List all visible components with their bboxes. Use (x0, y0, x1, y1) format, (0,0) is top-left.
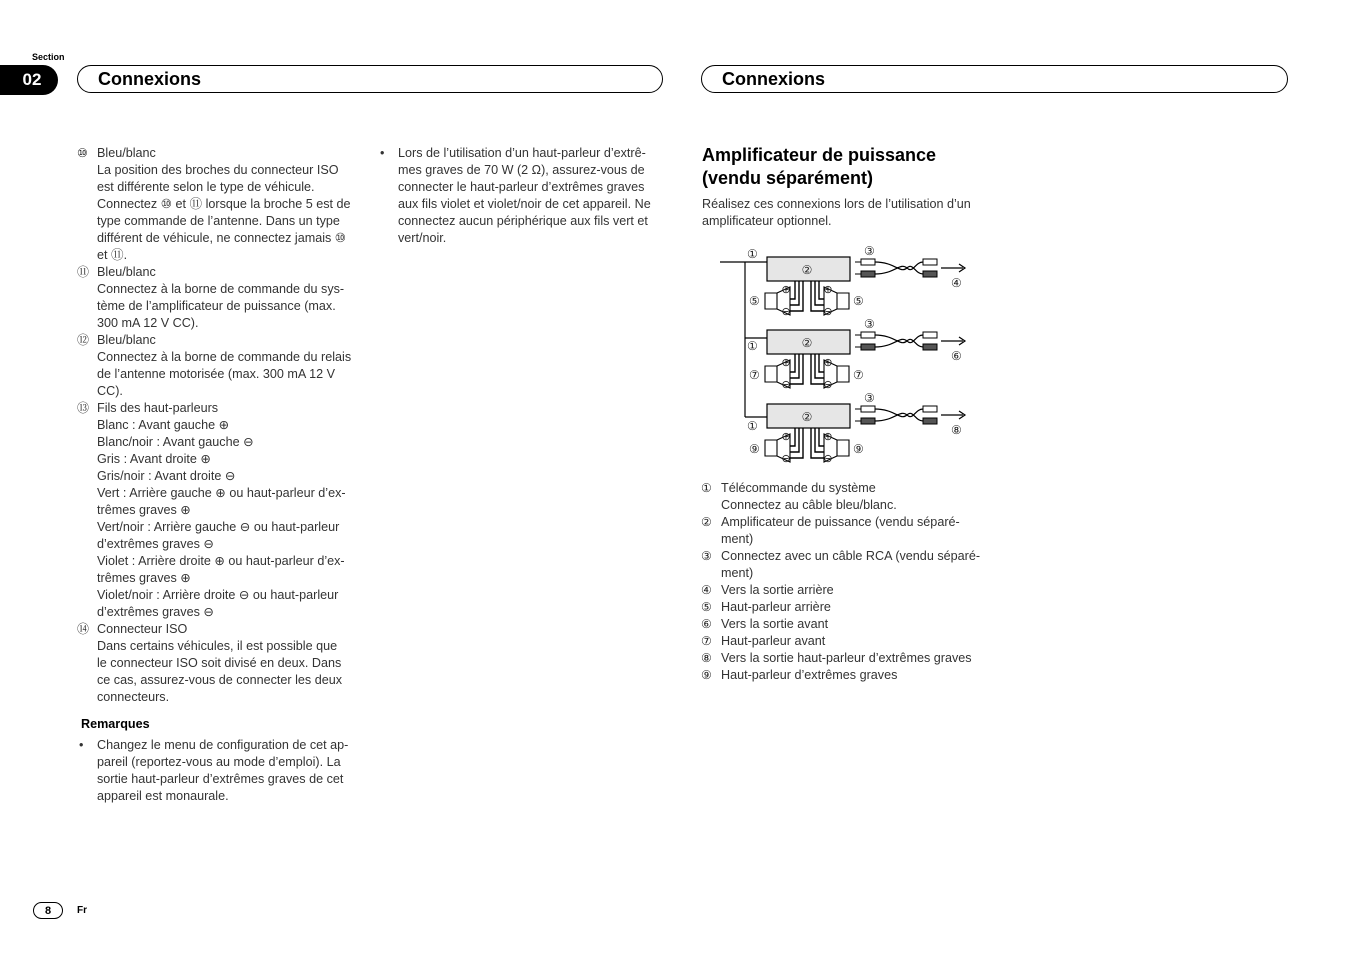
text-line: Bleu/blanc (97, 146, 156, 160)
legend-item-marker: ⑧ (701, 651, 712, 665)
label-n3: ③ (864, 391, 875, 405)
rca-cable (875, 335, 923, 347)
speaker-wires-left (790, 354, 803, 384)
right-page-title: Connexions (701, 65, 1288, 93)
legend-item-marker: ④ (701, 583, 712, 597)
rca-plug-icon (861, 418, 875, 424)
rca-plug-icon (861, 344, 875, 350)
page-number: 8 (33, 902, 63, 919)
plus-sign: ⊕ (823, 431, 833, 443)
text-line: mes graves de 70 W (2 Ω), assurez-vous de (398, 163, 645, 177)
legend-item-marker: ⑥ (701, 617, 712, 631)
text-line: type commande de l’antenne. Dans un type (97, 214, 340, 228)
text-line: 300 mA 12 V CC). (97, 316, 199, 330)
left-page-title: Connexions (77, 65, 663, 93)
text-line: Bleu/blanc (97, 333, 156, 347)
label-n7: ⑦ (853, 368, 864, 382)
text-line: Connectez à la borne de commande du sys- (97, 282, 345, 296)
legend-item-marker: ⑦ (701, 634, 712, 648)
rca-plug-icon (923, 332, 937, 338)
text-line: différent de véhicule, ne connectez jamais ⑩ (97, 231, 347, 245)
intro-line: Réalisez ces connexions lors de l’utilisation d’un (702, 197, 971, 211)
rca-plug-icon (861, 271, 875, 277)
legend-item-text (721, 667, 1001, 684)
text-line: Haut-parleur d’extrêmes graves (721, 668, 898, 682)
text-line: appareil est monaurale. (97, 789, 229, 803)
minus-sign: ⊖ (823, 453, 833, 465)
text-line: Télécommande du système (721, 481, 876, 495)
legend-item-marker: ⑨ (701, 668, 712, 682)
text-line: est différente selon le type de véhicule. (97, 180, 315, 194)
legend-item-text (721, 514, 1001, 548)
legend-item-text (721, 599, 1001, 616)
legend-item-text (721, 616, 1001, 633)
amplifier-heading-line: Amplificateur de puissance (702, 145, 937, 165)
amplifier-block-subwoofer (765, 404, 965, 465)
amplifier-block-rear (765, 257, 965, 318)
amplifier-heading-line: (vendu séparément) (702, 168, 874, 188)
text-line: Vers la sortie avant (721, 617, 829, 631)
text-line: Connectez avec un câble RCA (vendu séparé- (721, 549, 981, 563)
text-line: d’extrêmes graves ⊖ (97, 537, 214, 551)
text-line: Fils des haut-parleurs (97, 401, 219, 415)
text-line: Amplificateur de puissance (vendu séparé- (721, 515, 960, 529)
remark-item-marker: • (79, 738, 84, 752)
text-line: d’extrêmes graves ⊖ (97, 605, 214, 619)
legend-item-text (721, 548, 1001, 582)
legend-item (701, 514, 1001, 548)
text-line: Vers la sortie haut-parleur d’extrêmes graves (721, 651, 972, 665)
wire-item-marker: ⑩ (77, 146, 88, 160)
text-line: Vers la sortie arrière (721, 583, 834, 597)
speaker-wires-right (811, 354, 824, 384)
legend-item (701, 616, 1001, 633)
plus-sign: ⊕ (823, 284, 833, 296)
wire-item-text (97, 264, 367, 332)
text-line: Dans certains véhicules, il est possible que (97, 639, 338, 653)
text-line: pareil (reportez-vous au mode d’emploi). La (97, 755, 341, 769)
label-n5: ⑤ (749, 294, 760, 308)
speaker-wires-right (811, 428, 824, 458)
wire-item-text (97, 400, 367, 621)
amplifier-block-front (765, 330, 965, 391)
section-label: Section (32, 52, 65, 62)
legend-item-marker: ③ (701, 549, 712, 563)
legend-item-marker: ② (701, 515, 712, 529)
remarks-heading: Remarques (81, 717, 150, 731)
wire-item (77, 332, 367, 400)
rca-plug-icon (923, 271, 937, 277)
plus-sign: ⊕ (781, 357, 791, 369)
plus-sign: ⊕ (781, 284, 791, 296)
note-item-text (398, 145, 668, 247)
plus-sign: ⊕ (781, 431, 791, 443)
minus-sign: ⊖ (781, 379, 791, 391)
text-line: et ⑪. (97, 248, 128, 262)
wire-item (77, 621, 367, 706)
text-line: sortie haut-parleur d’extrêmes graves de cet (97, 772, 344, 786)
rca-plug-icon (861, 406, 875, 412)
text-line: connecteurs. (97, 690, 170, 704)
amplifier-wiring-diagram (715, 243, 985, 473)
note-item-marker: • (380, 146, 385, 160)
wire-item-text (97, 145, 367, 264)
label-n2: ② (801, 410, 813, 424)
label-n7: ⑦ (749, 368, 760, 382)
wire-item (77, 145, 367, 264)
minus-sign: ⊖ (823, 379, 833, 391)
section-number-tab: 02 (0, 65, 58, 95)
legend-item (701, 582, 1001, 599)
legend-item-marker: ⑤ (701, 600, 712, 614)
label-n4: ④ (951, 276, 962, 290)
label-n1: ① (747, 419, 758, 433)
legend-item-marker: ① (701, 481, 712, 495)
wire-item-text (97, 621, 367, 706)
rca-plug-icon (923, 344, 937, 350)
rca-plug-icon (861, 259, 875, 265)
label-n5: ⑤ (853, 294, 864, 308)
text-line: Vert/noir : Arrière gauche ⊖ ou haut-parleur (97, 520, 340, 534)
text-line: Connectez ⑩ et ⑪ lorsque la broche 5 est de (97, 197, 351, 211)
remark-item-text (97, 737, 367, 805)
amplifier-heading (702, 144, 1002, 190)
column-wire-list (77, 145, 367, 805)
minus-sign: ⊖ (823, 306, 833, 318)
text-line: Violet : Arrière droite ⊕ ou haut-parleur d’ex- (97, 554, 345, 568)
amplifier-intro (702, 196, 1002, 230)
text-line: vert/noir. (398, 231, 447, 245)
minus-sign: ⊖ (781, 306, 791, 318)
legend-item (701, 667, 1001, 684)
text-line: aux fils violet et violet/noir de cet appareil. Ne (398, 197, 651, 211)
remarks-list (77, 737, 367, 805)
label-n8: ⑧ (951, 423, 962, 437)
text-line: Connectez à la borne de commande du relais (97, 350, 352, 364)
legend-item (701, 599, 1001, 616)
text-line: ment) (721, 566, 754, 580)
column-notes (378, 145, 668, 247)
text-line: de l’antenne motorisée (max. 300 mA 12 V (97, 367, 336, 381)
wire-item (77, 264, 367, 332)
legend-item-text (721, 582, 1001, 599)
legend-item-text (721, 650, 1001, 667)
speaker-wires-left (790, 428, 803, 458)
rca-plug-icon (923, 406, 937, 412)
rca-plug-icon (923, 418, 937, 424)
wire-item (77, 400, 367, 621)
legend-item (701, 548, 1001, 582)
wire-item-marker: ⑬ (77, 401, 90, 415)
legend-item (701, 633, 1001, 650)
note-item (378, 145, 668, 247)
label-n1: ① (747, 247, 758, 261)
label-n2: ② (801, 336, 813, 350)
rca-plug-icon (861, 332, 875, 338)
wire-item-marker: ⑪ (77, 265, 90, 279)
text-line: ment) (721, 532, 754, 546)
text-line: trêmes graves ⊕ (97, 503, 191, 517)
diagram-legend (701, 480, 1001, 684)
wire-item-marker: ⑭ (77, 622, 90, 636)
text-line: le connecteur ISO soit divisé en deux. Dans (97, 656, 342, 670)
legend-item-text (721, 633, 1001, 650)
wire-item-marker: ⑫ (77, 333, 90, 347)
note-list (378, 145, 668, 247)
label-n9: ⑨ (853, 442, 864, 456)
rca-plug-icon (923, 259, 937, 265)
text-line: Gris/noir : Avant droite ⊖ (97, 469, 236, 483)
text-line: connectez aucun périphérique aux fils vert et (398, 214, 648, 228)
text-line: La position des broches du connecteur ISO (97, 163, 339, 177)
minus-sign: ⊖ (781, 453, 791, 465)
language-code: Fr (77, 905, 87, 916)
text-line: connecter le haut-parleur d’extrêmes graves (398, 180, 645, 194)
rca-cable (875, 409, 923, 421)
label-n3: ③ (864, 317, 875, 331)
legend-item-text (721, 480, 1001, 514)
label-n1: ① (747, 339, 758, 353)
text-line: Connectez au câble bleu/blanc. (721, 498, 897, 512)
text-line: Violet/noir : Arrière droite ⊖ ou haut-parleur (97, 588, 339, 602)
label-n2: ② (801, 263, 813, 277)
text-line: Changez le menu de configuration de cet ap- (97, 738, 349, 752)
text-line: Connecteur ISO (97, 622, 188, 636)
text-line: CC). (97, 384, 123, 398)
speaker-wires-right (811, 281, 824, 311)
text-line: Haut-parleur avant (721, 634, 826, 648)
wire-item-text (97, 332, 367, 400)
text-line: Vert : Arrière gauche ⊕ ou haut-parleur d’ex- (97, 486, 346, 500)
rca-cable (875, 262, 923, 274)
text-line: Gris : Avant droite ⊕ (97, 452, 211, 466)
remark-item (77, 737, 367, 805)
legend-item (701, 480, 1001, 514)
text-line: tème de l’amplificateur de puissance (max. (97, 299, 336, 313)
column-amplifier (702, 144, 1002, 230)
wire-item-list (77, 145, 367, 706)
plus-sign: ⊕ (823, 357, 833, 369)
speaker-wires-left (790, 281, 803, 311)
label-n6: ⑥ (951, 349, 962, 363)
label-n9: ⑨ (749, 442, 760, 456)
text-line: Blanc : Avant gauche ⊕ (97, 418, 230, 432)
text-line: Haut-parleur arrière (721, 600, 831, 614)
text-line: Bleu/blanc (97, 265, 156, 279)
text-line: ce cas, assurez-vous de connecter les deux (97, 673, 343, 687)
label-n3: ③ (864, 244, 875, 258)
text-line: Blanc/noir : Avant gauche ⊖ (97, 435, 254, 449)
text-line: Lors de l’utilisation d’un haut-parleur d’extrê- (398, 146, 646, 160)
legend-item (701, 650, 1001, 667)
intro-line: amplificateur optionnel. (702, 214, 832, 228)
text-line: trêmes graves ⊕ (97, 571, 191, 585)
